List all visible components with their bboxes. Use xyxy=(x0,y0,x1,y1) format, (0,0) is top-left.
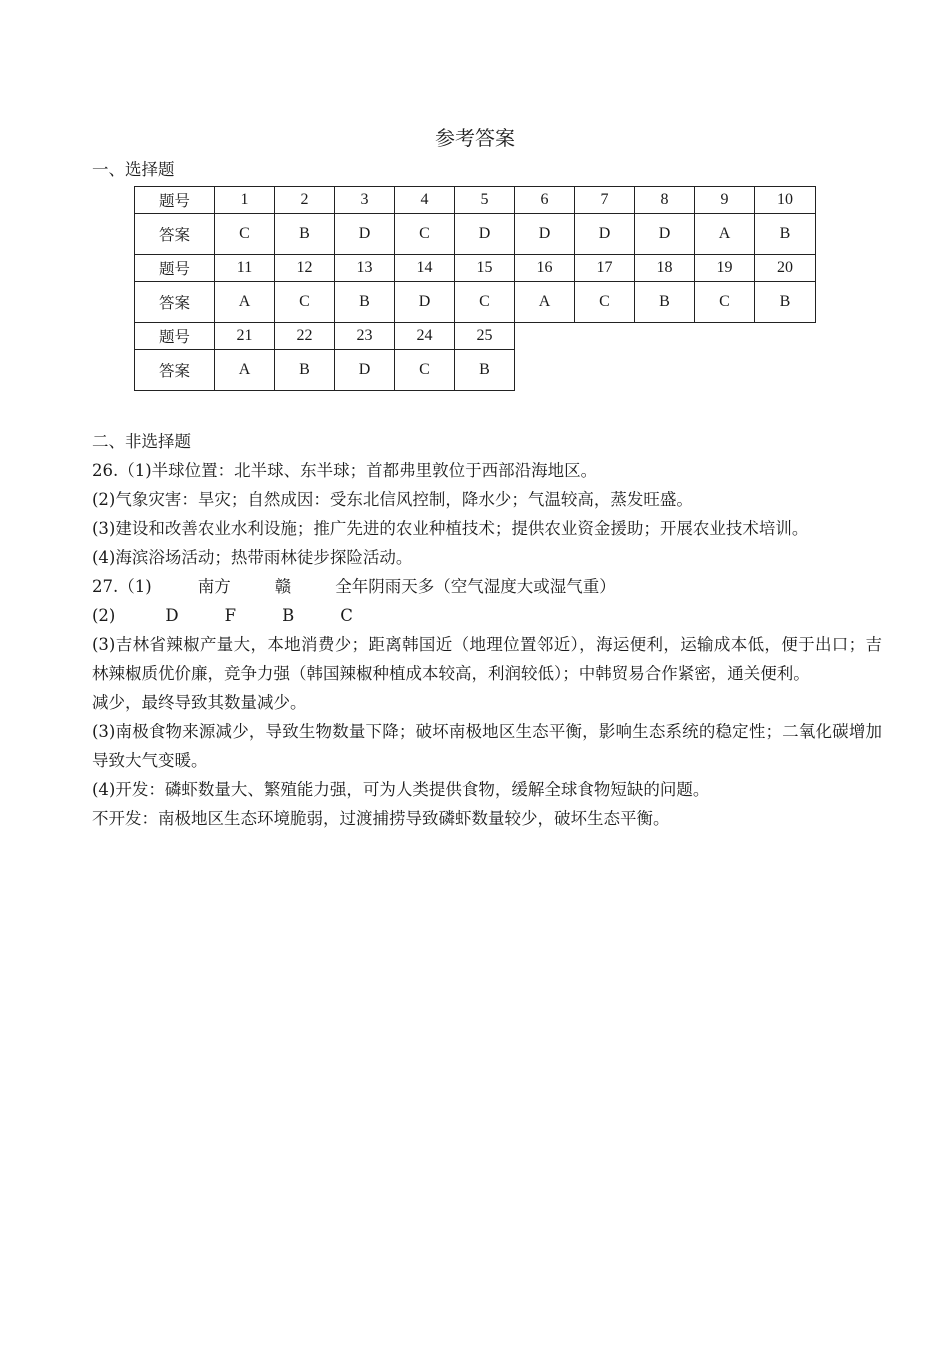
q27-part3: (3)吉林省辣椒产量大，本地消费少；距离韩国近（地理位置邻近），海运便利，运输成本低，便于出口；吉林辣椒质优价廉，竞争力强（韩国辣椒种植成本较高，利润较低）；中韩贸易合作紧密，通关便利。 xyxy=(92,635,882,683)
answer-letter-cell: D xyxy=(395,282,455,323)
q26-part1: 26.（1)半球位置：北半球、东半球；首都弗里敦位于西部沿海地区。 xyxy=(92,461,598,480)
q27-part2-answer: F xyxy=(224,606,237,625)
answer-letter-cell: C xyxy=(275,282,335,323)
question-number-cell: 20 xyxy=(755,255,816,282)
answer-letter-cell: B xyxy=(455,350,515,391)
answer-letter-cell: C xyxy=(455,282,515,323)
empty-cell xyxy=(755,350,816,391)
answer-letter-cell: D xyxy=(335,214,395,255)
answer-letter-cell: A xyxy=(215,282,275,323)
empty-cell xyxy=(575,350,635,391)
question-number-cell: 17 xyxy=(575,255,635,282)
question-number-cell: 6 xyxy=(515,187,575,214)
answer-row xyxy=(135,282,816,323)
section-heading-multiple-choice: 一、选择题 xyxy=(92,160,175,179)
question-number-cell: 14 xyxy=(395,255,455,282)
question-number-cell: 21 xyxy=(215,323,275,350)
q27-part7: 不开发：南极地区生态环境脆弱，过渡捕捞导致磷虾数量较少，破坏生态平衡。 xyxy=(92,809,670,828)
answer-letter-cell: C xyxy=(215,214,275,255)
question-number-cell: 10 xyxy=(755,187,816,214)
answer-letter-cell: D xyxy=(575,214,635,255)
question-number-cell: 19 xyxy=(695,255,755,282)
q27-part1-answer-c: 全年阴雨天多（空气湿度大或湿气重） xyxy=(335,577,616,596)
q27-part6: (4)开发：磷虾数量大、繁殖能力强，可为人类提供食物，缓解全球食物短缺的问题。 xyxy=(92,780,710,799)
answer-letter-cell: D xyxy=(515,214,575,255)
question-number-row xyxy=(135,255,816,282)
row-label-answer: 答案 xyxy=(135,214,215,255)
answer-letter-cell: B xyxy=(755,214,816,255)
question-number-cell: 18 xyxy=(635,255,695,282)
q27-part1-answer-b: 赣 xyxy=(274,577,292,596)
answer-letter-cell: D xyxy=(335,350,395,391)
answer-letter-cell: D xyxy=(635,214,695,255)
q27-part1 xyxy=(92,572,882,601)
q27-part1-answer-a: 南方 xyxy=(197,577,231,596)
question-number-row xyxy=(135,323,816,350)
q27-part2 xyxy=(92,601,882,630)
q27-part2-prefix: (2) xyxy=(92,606,116,625)
empty-cell xyxy=(635,323,695,350)
question-number-cell: 7 xyxy=(575,187,635,214)
answer-letter-cell: C xyxy=(395,214,455,255)
question-number-cell: 11 xyxy=(215,255,275,282)
answer-letter-cell: D xyxy=(455,214,515,255)
question-number-cell: 1 xyxy=(215,187,275,214)
q27-part1-prefix: 27.（1) xyxy=(92,577,152,596)
q27-part4: 减少，最终导致其数量减少。 xyxy=(92,693,307,712)
empty-cell xyxy=(695,350,755,391)
q27-part5: (3)南极食物来源减少，导致生物数量下降；破坏南极地区生态平衡，影响生态系统的稳定性；二氧化碳增加导致大气变暖。 xyxy=(92,722,882,770)
answer-letter-cell: A xyxy=(695,214,755,255)
row-label-answer: 答案 xyxy=(135,350,215,391)
answer-letter-cell: C xyxy=(395,350,455,391)
empty-cell xyxy=(515,350,575,391)
answer-letter-cell: A xyxy=(215,350,275,391)
empty-cell xyxy=(695,323,755,350)
question-number-cell: 16 xyxy=(515,255,575,282)
answer-letter-cell: B xyxy=(755,282,816,323)
answer-row xyxy=(135,214,816,255)
question-number-cell: 3 xyxy=(335,187,395,214)
question-number-cell: 24 xyxy=(395,323,455,350)
empty-cell xyxy=(515,323,575,350)
question-number-cell: 15 xyxy=(455,255,515,282)
q27-part2-answer: C xyxy=(340,606,353,625)
empty-cell xyxy=(755,323,816,350)
q27-part2-answer: B xyxy=(282,606,295,625)
question-number-cell: 13 xyxy=(335,255,395,282)
answer-letter-cell: B xyxy=(275,214,335,255)
answer-letter-cell: B xyxy=(635,282,695,323)
question-number-cell: 4 xyxy=(395,187,455,214)
empty-cell xyxy=(575,323,635,350)
question-number-row xyxy=(135,187,816,214)
row-label-answer: 答案 xyxy=(135,282,215,323)
q26-part2: (2)气象灾害：旱灾；自然成因：受东北信风控制，降水少；气温较高，蒸发旺盛。 xyxy=(92,490,693,509)
answer-body xyxy=(92,456,882,833)
page-title: 参考答案 xyxy=(435,126,515,150)
answer-letter-cell: B xyxy=(275,350,335,391)
answer-letter-cell: A xyxy=(515,282,575,323)
question-number-cell: 22 xyxy=(275,323,335,350)
answer-table xyxy=(134,186,816,391)
question-number-cell: 8 xyxy=(635,187,695,214)
row-label-question: 题号 xyxy=(135,187,215,214)
question-number-cell: 12 xyxy=(275,255,335,282)
q26-part3: (3)建设和改善农业水利设施；推广先进的农业种植技术；提供农业资金援助；开展农业技术培训。 xyxy=(92,519,809,538)
answer-letter-cell: C xyxy=(695,282,755,323)
q27-part2-answer: D xyxy=(165,606,179,625)
answer-letter-cell: B xyxy=(335,282,395,323)
section-heading-non-choice: 二、非选择题 xyxy=(92,432,191,451)
empty-cell xyxy=(635,350,695,391)
row-label-question: 题号 xyxy=(135,323,215,350)
question-number-cell: 2 xyxy=(275,187,335,214)
question-number-cell: 5 xyxy=(455,187,515,214)
answer-letter-cell: C xyxy=(575,282,635,323)
question-number-cell: 23 xyxy=(335,323,395,350)
answer-row xyxy=(135,350,816,391)
question-number-cell: 9 xyxy=(695,187,755,214)
q26-part4: (4)海滨浴场活动；热带雨林徒步探险活动。 xyxy=(92,548,413,567)
question-number-cell: 25 xyxy=(455,323,515,350)
row-label-question: 题号 xyxy=(135,255,215,282)
